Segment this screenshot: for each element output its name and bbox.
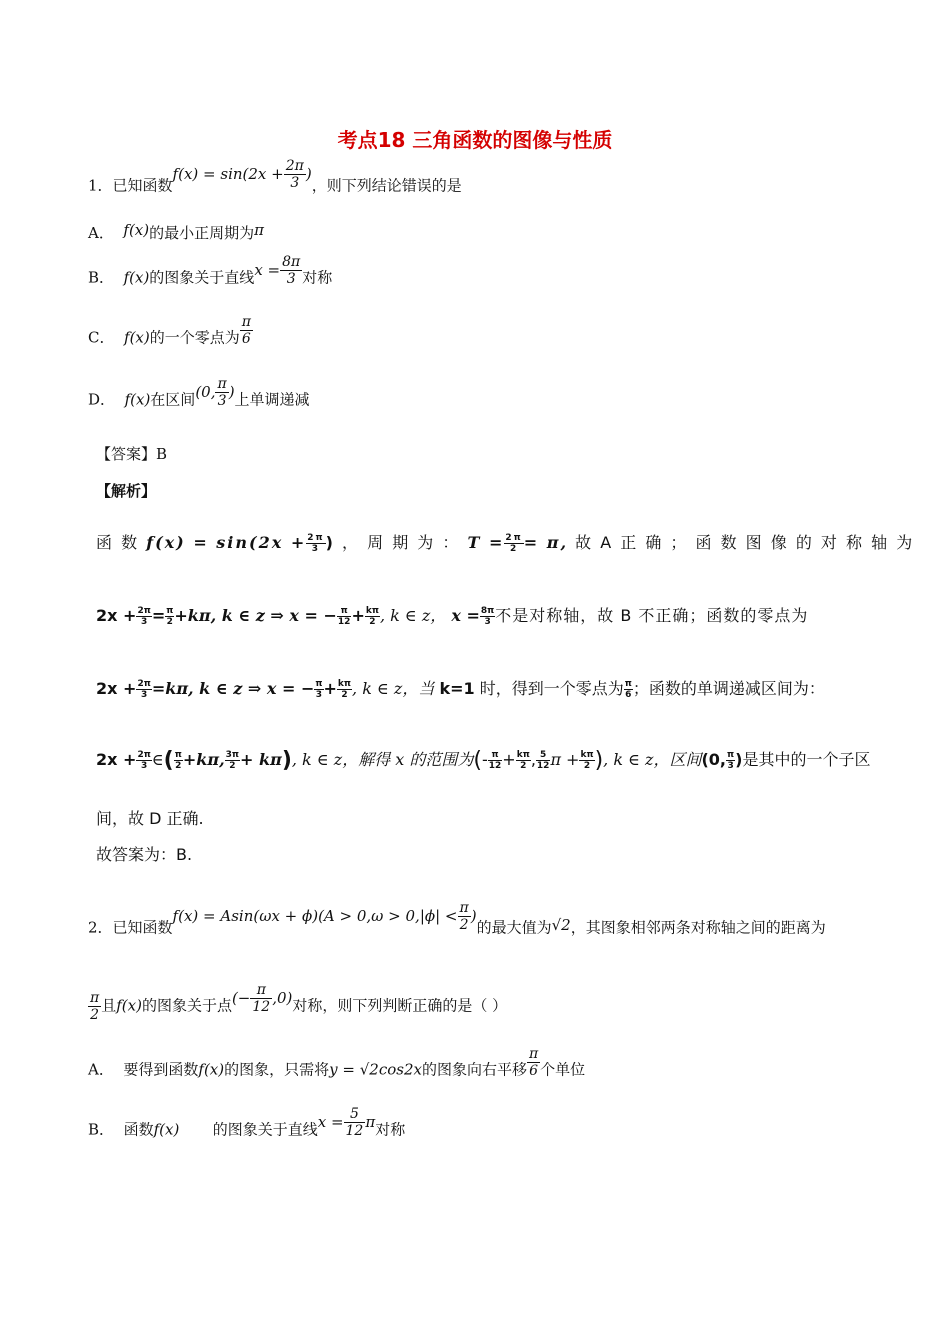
q2-option-b-num: 5 [344,1106,366,1123]
a2-den-3: 12 [337,617,351,627]
a3-den-3: 2 [341,690,348,700]
q1-option-a-label: A． [88,224,114,242]
page-title: 考点18 三角函数的图像与性质 [337,128,613,152]
a3-plus: + [323,679,337,698]
q2-line2-fx: f(x) [116,996,142,1015]
q2-point-open: (− [231,988,251,1007]
q2-stem-prefix: 2．已知函数 [88,918,173,937]
q2-option-b-fx: f(x) [153,1120,180,1139]
analysis-line-5: 间，故 D 正确. [96,809,204,828]
q1-option-c-num: π [241,314,251,330]
a2-suffix: 不是对称轴，故 B 不正确；函数的零点为 [495,606,809,625]
q1-option-d-text: 在区间 [150,390,196,409]
a2-den-4: 2 [369,617,376,627]
a2-num-2: π [166,606,174,616]
a4-frac-3 [225,750,240,771]
a1-den: 3 [311,544,321,554]
q2-line-2 [88,982,508,1023]
q2-option-b-frac [344,1106,366,1139]
a3-k-term: =kπ, k ∈ z ⇒ x = − [151,679,315,698]
a4-den-4: 12 [488,761,502,771]
a3-frac-4 [624,679,633,700]
q1-option-d-open: (0, [195,382,216,401]
a4-frac-4 [488,750,503,771]
a4-num-7: kπ [580,750,594,760]
q2-line2-and: 且 [101,996,117,1015]
a4-interval-close: ) [735,750,743,769]
a4-den-7: 2 [583,761,591,771]
analysis-line-4 [96,747,870,773]
q1-option-d-num: π [217,376,227,392]
a2-den-2: 2 [166,617,173,627]
q1-option-d-fx: f(x) [124,390,151,409]
q1-option-c-den: 6 [241,331,251,347]
q1-analysis-label: 【解析】 [96,482,157,500]
q1-function-close: ) [305,164,312,183]
a4-frac-1 [136,750,151,771]
a3-frac-1 [136,679,151,700]
q2-point-close: ,0) [272,988,293,1007]
a3-num-4: π [624,679,632,689]
a3-kz: , k ∈ z，当 [352,679,435,698]
q2-sqrt2: √2 [551,915,571,934]
analysis-line-1 [96,530,914,554]
q2-option-b-suffix: 对称 [375,1120,406,1139]
q2-option-a-num: π [528,1046,539,1062]
a4-den-6: 12 [536,761,550,771]
a4-k1: +kπ, [182,750,225,769]
q1-option-a [88,222,264,243]
q2-option-a [88,1046,586,1087]
q1-fraction [284,158,306,191]
q1-option-c-frac [240,314,253,347]
a4-right-paren-2: ) [594,748,604,773]
q1-option-a-value: π [254,221,264,239]
q2-line2-den: 2 [90,1007,100,1023]
a4-num-5: kπ [516,750,530,760]
a4-kz-2: , k ∈ z，区间 [603,750,702,769]
a2-prefix: 2x + [96,606,137,625]
a4-num-6: 5 [536,750,551,761]
analysis-line-3 [96,676,825,700]
q2-function [172,900,477,933]
a1-function: f(x) = sin(2x + [146,533,307,552]
q1-option-c [88,314,253,355]
a2-frac-4 [365,606,380,627]
q1-option-b [88,254,333,295]
q1-option-b-eq [254,254,302,287]
q1-option-d-label: D． [88,390,116,409]
a4-pi: π + [550,750,580,769]
a2-num-1: 2π [137,606,151,616]
a4-frac-2 [174,750,183,771]
q2-function-expr: f(x) = Asin(ωx + ϕ)(A > 0,ω > 0,|ϕ| < [172,906,458,925]
q1-option-a-text: 的最小正周期为 [149,224,255,242]
a1-num: 2π [307,533,325,543]
a1-period-den: 2 [509,544,519,554]
q1-function [172,158,312,191]
a2-frac-1 [136,606,151,627]
q2-point-num: π [250,982,272,999]
q2-line2-text: 的图象关于点 [141,996,232,1015]
analysis-conclusion: 故答案为：B. [96,845,193,864]
a3-middle: 时，得到一个零点为 [479,679,624,698]
a4-left-paren-2: ( [473,748,482,773]
q2-option-a-middle-2: 的图象向右平移 [421,1060,527,1079]
a4-suffix: 是其中的一个子区 [742,750,871,769]
q2-option-a-y: y = √2cos2x [329,1060,422,1079]
a1-period-num: 2π [505,533,523,543]
q1-option-d [88,376,310,417]
q2-option-a-text: 要得到函数 [123,1060,199,1079]
q1-option-b-den: 3 [286,271,296,287]
q2-stem-suffix: ，其图象相邻两条对称轴之间的距离为 [570,918,826,937]
q1-stem-suffix: ，则下列结论错误的是 [311,176,462,195]
a3-num-2: π [315,679,323,689]
a3-suffix: ；函数的单调递减区间为： [632,679,825,698]
a2-kz: , k ∈ z， [379,606,447,625]
a2-x: x = [451,606,480,625]
a1-period: T = [467,533,505,552]
q1-answer: 【答案】B [96,445,168,463]
q1-option-b-num: 8π [282,254,301,270]
a1-prefix: 函 数 [96,533,140,552]
q2-line2-point [231,982,293,1015]
a4-frac-5 [516,750,531,771]
a1-frac [306,533,325,554]
q2-option-b-label: B． [88,1120,115,1139]
a3-num-1: 2π [137,679,151,689]
a2-frac-5 [480,606,495,627]
a1-close: ) [325,533,335,552]
a4-comma: , [530,750,536,769]
a2-num-4: kπ [365,606,379,616]
a4-den-3: 2 [229,761,236,771]
q1-frac-num: 2π [285,158,304,174]
a3-k-value: k=1 [439,679,475,698]
a3-frac-2 [314,679,323,700]
q1-function-expr: f(x) = sin(2x + [172,164,284,183]
a4-num-4: π [488,750,503,761]
q2-option-b-x: x = [317,1112,344,1131]
q2-option-b-pi: π [365,1112,376,1131]
a4-num-3: 3π [225,750,240,760]
a4-num-1: 2π [137,750,151,760]
q2-option-b-eq [317,1106,376,1139]
a2-plus: + [351,606,365,625]
q1-option-b-text: 的图象关于直线 [149,268,255,287]
a2-frac-2 [165,606,174,627]
q2-option-a-label: A． [88,1060,114,1079]
a2-frac-3 [337,606,352,627]
q1-frac-den: 3 [290,175,300,191]
a4-num-2: π [174,750,182,760]
q1-option-c-fx: f(x) [124,328,150,347]
a1-suffix: 故 A 正 确 ； 函 数 图 像 的 对 称 轴 为 [575,533,915,552]
q1-option-b-label: B． [88,268,115,287]
q1-option-a-fx: f(x) [123,221,150,239]
a1-middle: ， 周 期 为 ： [342,533,461,552]
a3-prefix: 2x + [96,679,137,698]
q2-point-frac [250,982,272,1015]
a4-frac-8 [726,750,735,771]
q2-function-den: 2 [459,917,469,933]
a4-minus: - [481,750,488,769]
a4-den-2: 2 [175,761,182,771]
a4-den-5: 2 [520,761,527,771]
a4-kz: , k ∈ z，解得 x 的范围为 [291,750,474,769]
a2-k-term: +kπ, k ∈ z ⇒ x = − [174,606,337,625]
q2-option-a-fx: f(x) [198,1060,225,1079]
a4-den-8: 3 [727,761,734,771]
q1-option-d-den: 3 [217,393,227,409]
q1-stem-prefix: 1．已知函数 [88,176,173,195]
q1-option-b-fx: f(x) [123,268,150,287]
a2-num-5: 8π [480,606,495,616]
a4-interval-open: (0, [701,750,727,769]
q1-option-d-suffix: 上单调递减 [234,390,310,409]
a3-den-4: 6 [625,690,632,700]
q2-line2-num: π [90,990,100,1006]
q1-option-b-frac [280,254,302,287]
a4-num-8: π [727,750,735,760]
a4-frac-6 [536,750,551,771]
a4-plus-1: + [502,750,516,769]
q1-option-d-frac [215,376,228,409]
q2-option-b-text: 函数 [123,1120,154,1139]
q1-option-d-interval [195,376,235,409]
q1-option-b-eq-lhs: x = [254,260,281,279]
a4-den-1: 3 [141,761,148,771]
q2-stem-middle: 的最大值为 [476,918,552,937]
a3-den-1: 3 [141,690,148,700]
q2-line2-frac [88,990,101,1023]
a4-right-paren: ) [281,748,292,773]
q2-option-b [88,1106,406,1147]
a2-den-1: 3 [141,617,148,627]
a4-left-paren: ( [163,748,174,773]
q2-option-b-middle: 的图象关于直线 [212,1120,318,1139]
q2-option-b-den: 12 [345,1123,364,1139]
q2-point-den: 12 [252,999,271,1015]
a2-equals: = [151,606,166,625]
q2-option-a-frac [527,1046,540,1079]
a4-k2: + kπ [240,750,282,769]
q1-option-d-close: ) [228,382,235,401]
a1-period-frac [504,533,523,554]
a3-den-2: 3 [315,690,323,700]
q2-line2-suffix: 对称，则下列判断正确的是（ ） [292,996,508,1015]
q2-stem [88,900,826,945]
a1-period-value: = π, [523,533,569,552]
q2-option-a-middle: 的图象，只需将 [224,1060,330,1079]
q1-option-b-suffix: 对称 [302,268,333,287]
a3-num-3: kπ [337,679,352,689]
a4-in: ∈ [151,750,164,769]
q2-option-a-den: 6 [529,1063,539,1079]
a4-frac-7 [579,750,594,771]
q2-option-a-suffix: 个单位 [540,1060,586,1079]
a4-prefix: 2x + [96,750,137,769]
a2-den-5: 3 [484,617,491,627]
q2-function-close: ) [470,906,477,925]
analysis-line-2 [96,603,808,627]
q1-option-c-text: 的一个零点为 [149,328,240,347]
q1-option-c-label: C． [88,328,115,347]
q2-function-num: π [459,900,469,916]
a2-num-3: π [337,606,352,617]
q2-function-frac [458,900,471,933]
a3-frac-3 [337,679,352,700]
